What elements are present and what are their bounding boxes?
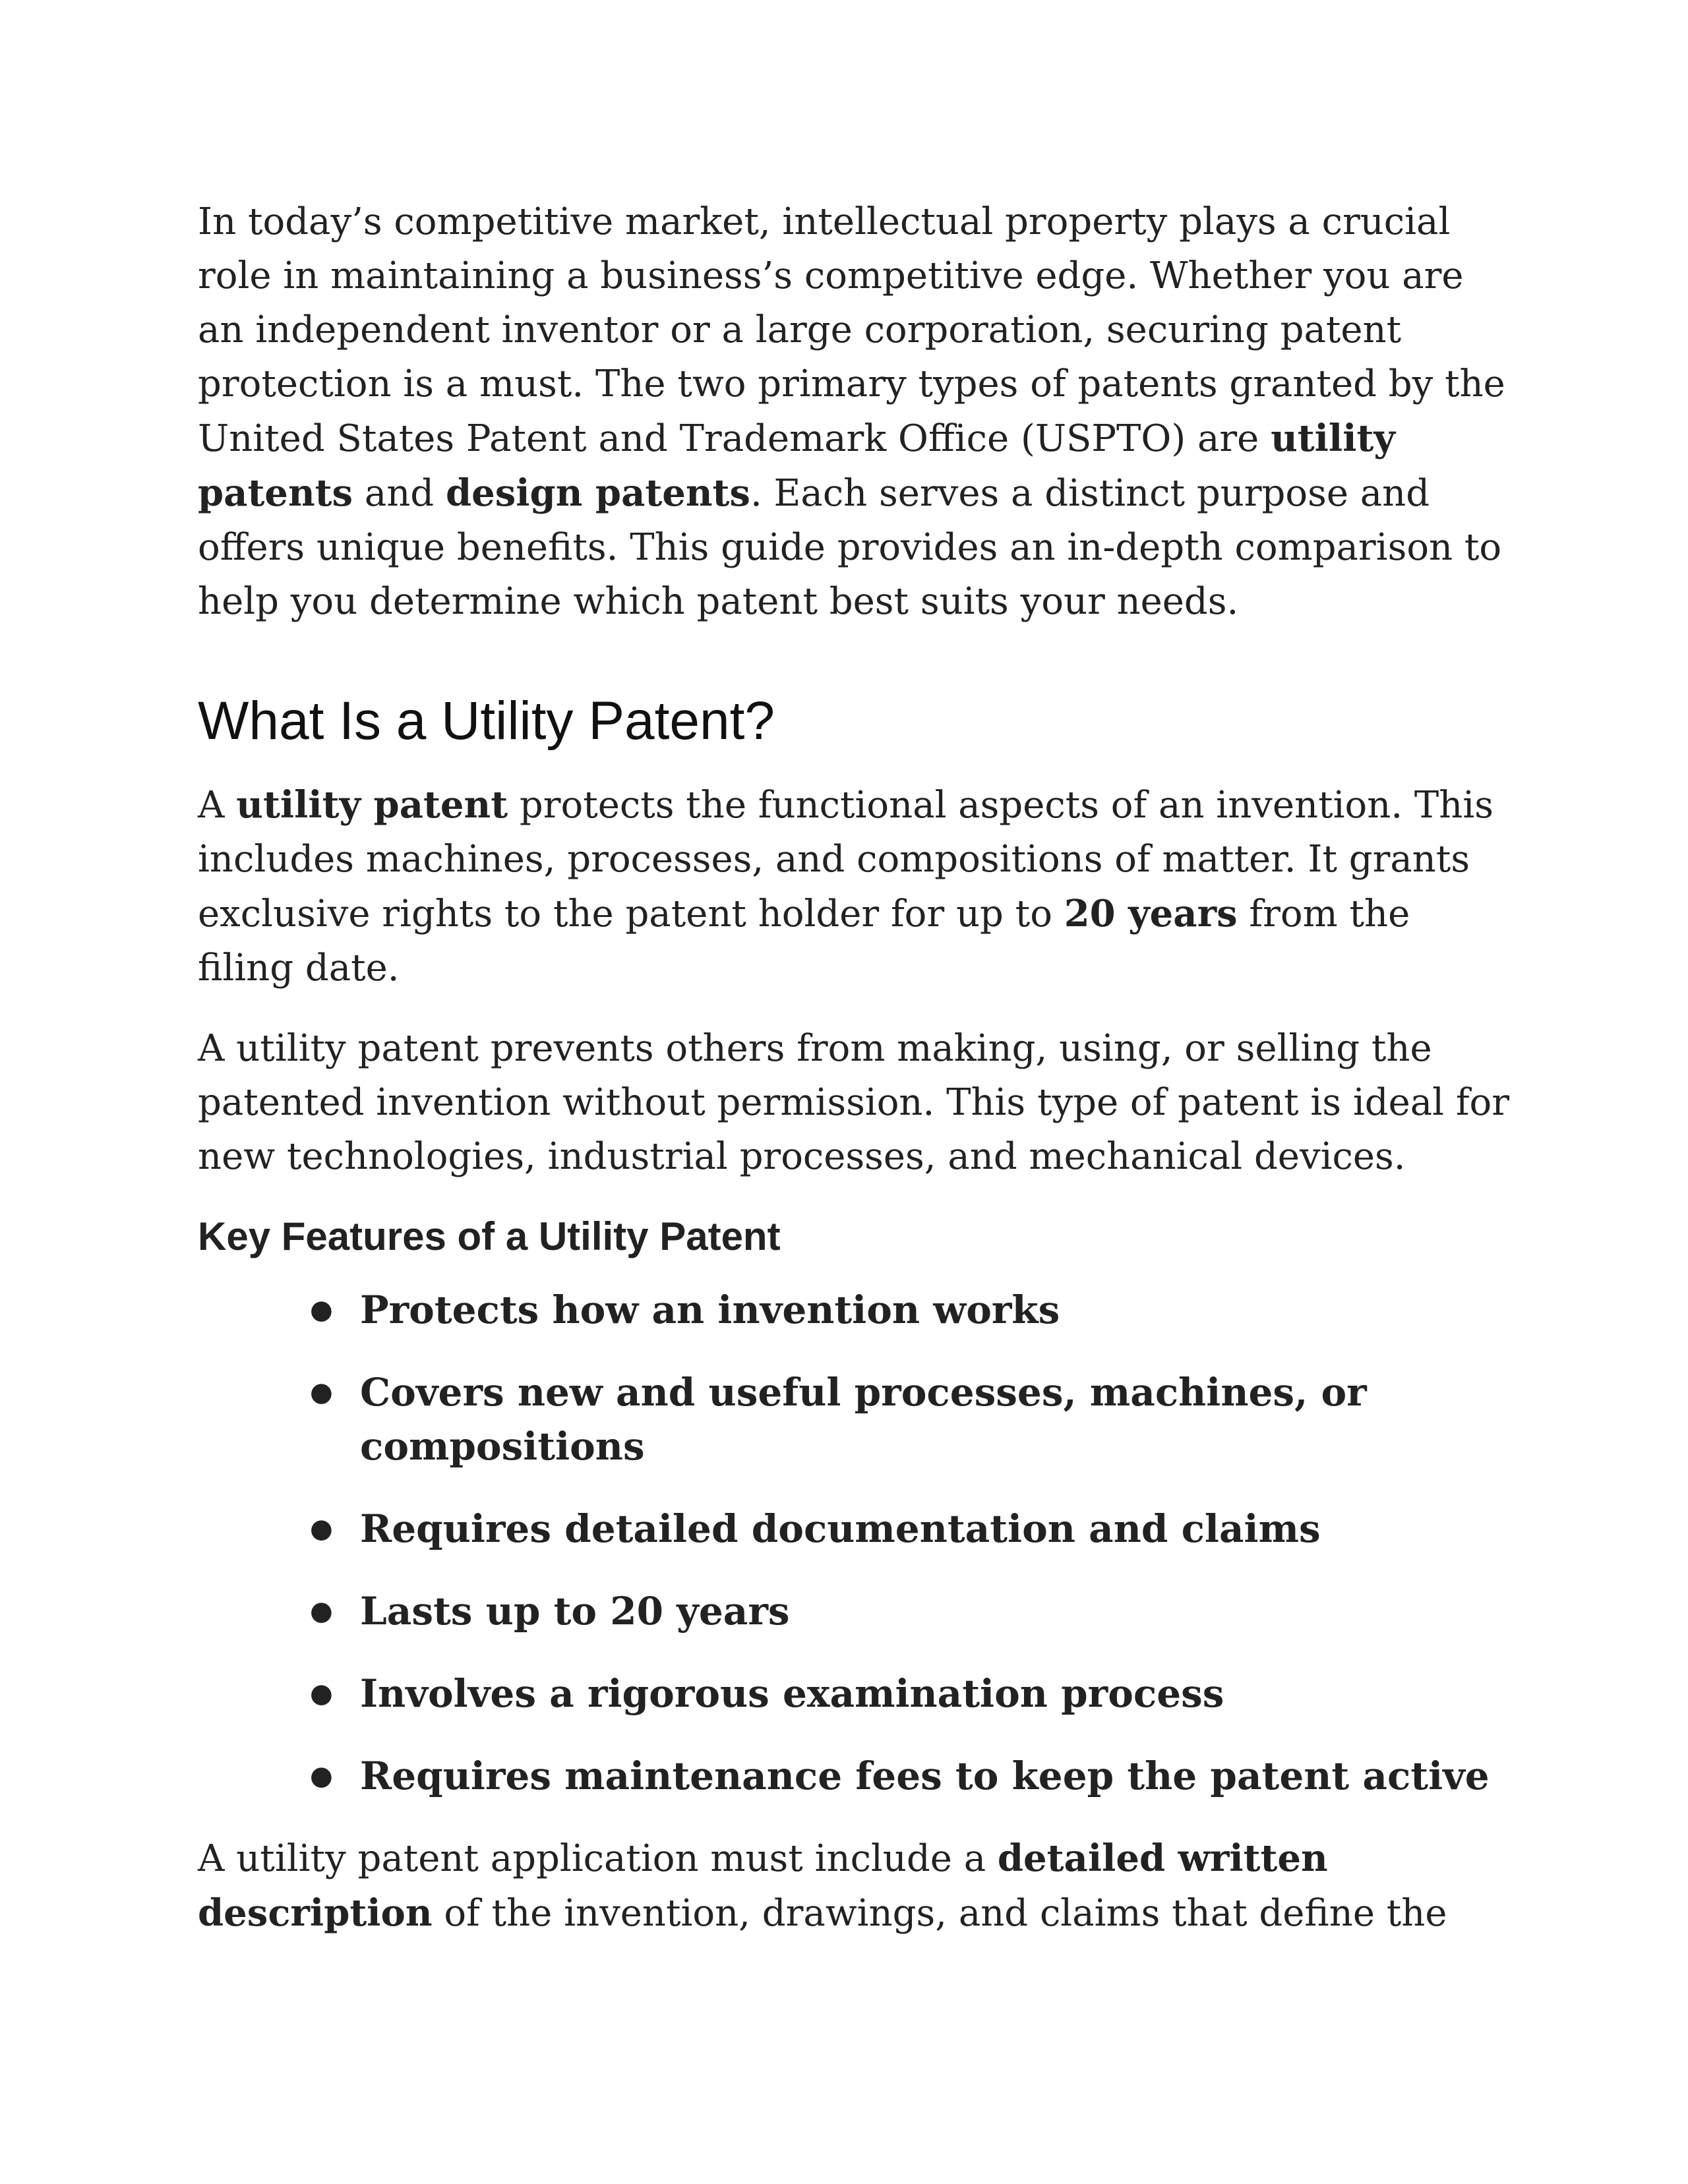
list-item: ● Involves a rigorous examination process (360, 1667, 1510, 1721)
document-page (198, 195, 1510, 1967)
utility-rights-paragraph: A utility patent prevents others from making, using, or selling the patented invention without permission. This type of patent is ideal for new technologies, industrial processes, and mechanical devices. (198, 1027, 1510, 1178)
list-item: ● Covers new and useful processes, machines, or compositions (360, 1365, 1510, 1473)
bullet-icon: ● (310, 1761, 333, 1791)
bullet-icon: ● (310, 1295, 333, 1325)
bullet-icon: ● (310, 1377, 333, 1407)
features-heading: Key Features of a Utility Patent (198, 1214, 781, 1258)
utility-definition-paragraph: A utility patent protects the functional aspects of an invention. This includes machines, processes, and compositions of matter. It grants exclusive rights to the patent holder for up to 20 years from the filing date. (198, 783, 1493, 989)
list-item: ● Requires detailed documentation and claims (360, 1502, 1510, 1556)
bullet-icon: ● (310, 1514, 333, 1544)
bullet-icon: ● (310, 1596, 333, 1626)
list-item: ● Requires maintenance fees to keep the patent active (360, 1749, 1510, 1803)
application-paragraph: A utility patent application must include a detailed written description of the invention, drawings, and claims that define the (198, 1837, 1447, 1935)
intro-paragraph: In today’s competitive market, intellectual property plays a crucial role in maintaining a business’s competitive edge. Whether you are an independent inventor or a large corporation, securing patent protection is a must. The two primary types of patents granted by the United States Patent and Trademark Office (USPTO) are utility patents and design patents. Each serves a distinct purpose and offers unique benefits. This guide provides an in-depth comparison to help you determine which patent best suits your needs. (198, 200, 1505, 623)
list-item: ● Lasts up to 20 years (360, 1584, 1510, 1638)
section-heading: What Is a Utility Patent? (198, 691, 775, 751)
bullet-icon: ● (310, 1678, 333, 1709)
list-item: ● Protects how an invention works (360, 1283, 1510, 1337)
features-list (198, 1283, 1510, 1803)
